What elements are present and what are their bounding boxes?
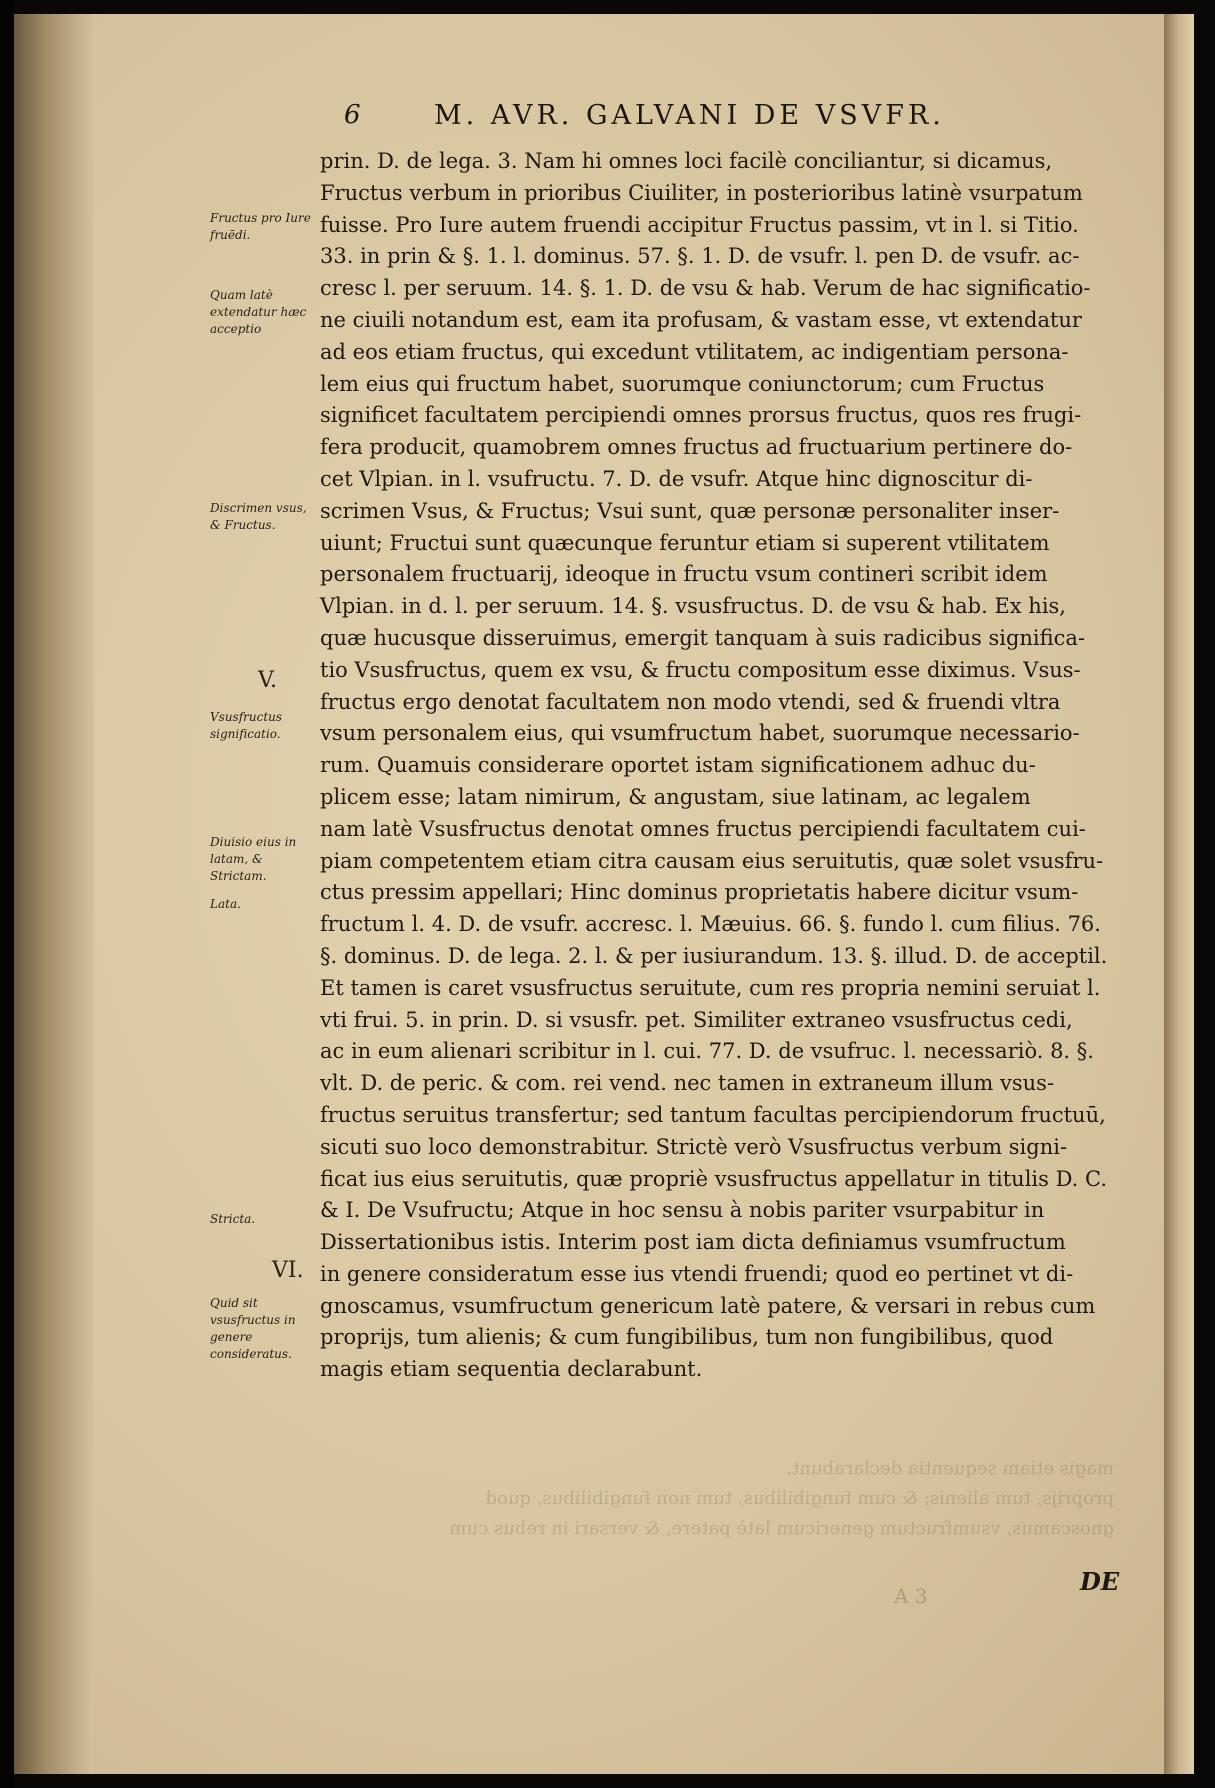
margin-note: Quid sit vsusfructus in genere consideratus. — [210, 1296, 296, 1361]
text-line: Et tamen is caret vsusfructus seruitute, cum res propria nemini seruiat l. — [320, 975, 1101, 1000]
text-line: fructus seruitus transfertur; sed tantum facultas percipiendorum fructuū, — [320, 1102, 1106, 1127]
text-line: Fructus verbum in prioribus Ciuiliter, in posterioribus latinè vsurpatum — [320, 180, 1083, 205]
text-line: sicuti suo loco demonstrabitur. Strictè verò Vsusfructus verbum signi- — [320, 1134, 1068, 1159]
margin-note: Vsusfructus significatio. — [210, 710, 283, 741]
page-number: 6 — [344, 100, 361, 130]
text-line: vlt. D. de peric. & com. rei vend. nec tamen in extraneum illum vsus- — [320, 1071, 1055, 1096]
text-line: ad eos etiam fructus, qui excedunt vtilitatem, ac indigentiam persona- — [320, 339, 1069, 364]
text-line: personalem fructuarij, ideoque in fructu vsum contineri scribit idem — [320, 562, 1048, 587]
margin-note: Diuisio eius in latam, & Strictam. — [210, 835, 297, 883]
text-line: cresc l. per seruum. 14. §. 1. D. de vsu & hab. Verum de hac significatio- — [320, 276, 1091, 301]
text-line: 33. in prin & §. 1. l. dominus. 57. §. 1. D. de vsufr. l. pen D. de vsufr. ac- — [320, 244, 1080, 269]
main-text-block — [320, 146, 1150, 1386]
text-line: §. dominus. D. de lega. 2. l. & per iusiurandum. 13. §. illud. D. de acceptil. — [320, 943, 1108, 968]
text-line: ficat ius eius seruitutis, quæ propriè vsusfructus appellatur in titulis D. C. — [320, 1166, 1108, 1191]
margin-note: Lata. — [210, 897, 241, 911]
text-line: gnoscamus, vsumfructum genericum latè patere, & versari in rebus cum — [320, 1293, 1096, 1318]
margin-note: Discrimen vsus, & Fructus. — [210, 501, 307, 532]
text-line: plicem esse; latam nimirum, & angustam, siue latinam, ac legalem — [320, 784, 1031, 809]
text-line: & I. De Vsufructu; Atque in hoc sensu à nobis pariter vsurpabitur in — [320, 1198, 1045, 1223]
text-line: ctus pressim appellari; Hinc dominus proprietatis habere dicitur vsum- — [320, 880, 1079, 905]
text-line: ne ciuili notandum est, eam ita profusam, & vastam esse, vt extendatur — [320, 307, 1082, 332]
text-line: Vlpian. in d. l. per seruum. 14. §. vsusfructus. D. de vsu & hab. Ex his, — [320, 594, 1066, 619]
text-line: uiunt; Fructui sunt quæcunque feruntur etiam si superent vtilitatem — [320, 530, 1050, 555]
text-line: fructum l. 4. D. de vsufr. accresc. l. Mæuius. 66. §. fundo l. cum filius. 76. — [320, 912, 1101, 937]
text-line: fuisse. Pro Iure autem fruendi accipitur Fructus passim, vt in l. si Titio. — [320, 212, 1079, 237]
margin-note: Fructus pro Iure fruēdi. — [210, 211, 311, 242]
section-numeral: V. — [258, 668, 278, 693]
margin-note: Stricta. — [210, 1212, 256, 1226]
text-line: scrimen Vsus, & Fructus; Vsui sunt, quæ personæ personaliter inser- — [320, 498, 1060, 523]
text-line: in genere consideratum esse ius vtendi fruendi; quod eo pertinet vt di- — [320, 1261, 1074, 1286]
text-line: lem eius qui fructum habet, suorumque coniunctorum; cum Fructus — [320, 371, 1045, 396]
text-line: quæ hucusque disseruimus, emergit tanquam à suis radicibus significa- — [320, 625, 1086, 650]
text-line: cet Vlpian. in l. vsufructu. 7. D. de vsufr. Atque hinc dignoscitur di- — [320, 466, 1033, 491]
book-page — [14, 14, 1194, 1774]
page-gutter-shadow — [14, 14, 94, 1774]
text-line: vti frui. 5. in prin. D. si vsusfr. pet. Similiter extraneo vsusfructus cedi, — [320, 1007, 1073, 1032]
text-line: Dissertationibus istis. Interim post iam dicta definiamus vsumfructum — [320, 1230, 1066, 1255]
section-numeral: VI. — [272, 1258, 304, 1283]
catchword: DE — [1080, 1567, 1120, 1596]
adjacent-page-edge — [1164, 14, 1194, 1774]
text-line: piam competentem etiam citra causam eius seruitutis, quæ solet vsusfru- — [320, 848, 1104, 873]
text-line: fructus ergo denotat facultatem non modo vtendi, sed & fruendi vltra — [320, 689, 1061, 714]
text-line: fera producit, quamobrem omnes fructus ad fructuarium pertinere do- — [320, 435, 1073, 460]
margin-note: Quam latè extendatur hæc acceptio — [210, 288, 307, 336]
text-line: nam latè Vsusfructus denotat omnes fructus percipiendi facultatem cui- — [320, 816, 1086, 841]
text-line: rum. Quamuis considerare oportet istam significationem adhuc du- — [320, 753, 1036, 778]
text-line: ac in eum alienari scribitur in l. cui. 77. D. de vsufruc. l. necessariò. 8. §. — [320, 1039, 1094, 1064]
running-title: M. AVR. GALVANI DE VSVFR. — [434, 100, 945, 131]
scan-background — [0, 0, 14, 1788]
signature-mark: A 3 — [894, 1584, 928, 1608]
text-line: tio Vsusfructus, quem ex vsu, & fructu compositum esse diximus. Vsus- — [320, 657, 1081, 682]
text-line: vsum personalem eius, qui vsumfructum habet, suorumque necessario- — [320, 721, 1080, 746]
text-line: magis etiam sequentia declarabunt. — [320, 1357, 703, 1382]
text-line: significet facultatem percipiendi omnes prorsus fructus, quos res frugi- — [320, 403, 1082, 428]
text-line: proprijs, tum alienis; & cum fungibilibus, tum non fungibilibus, quod — [320, 1325, 1054, 1350]
page-header — [344, 100, 1034, 144]
show-through-text: magis etiam sequentia declarabunt. proprijs, tum alienis; & cum fungibilibus, tum non fungibilibus, quod gnoscamus, vsumfructum genericum latè patere, & versari in rebus cum — [449, 1458, 1114, 1539]
text-line: prin. D. de lega. 3. Nam hi omnes loci facilè conciliantur, si dicamus, — [320, 149, 1053, 173]
